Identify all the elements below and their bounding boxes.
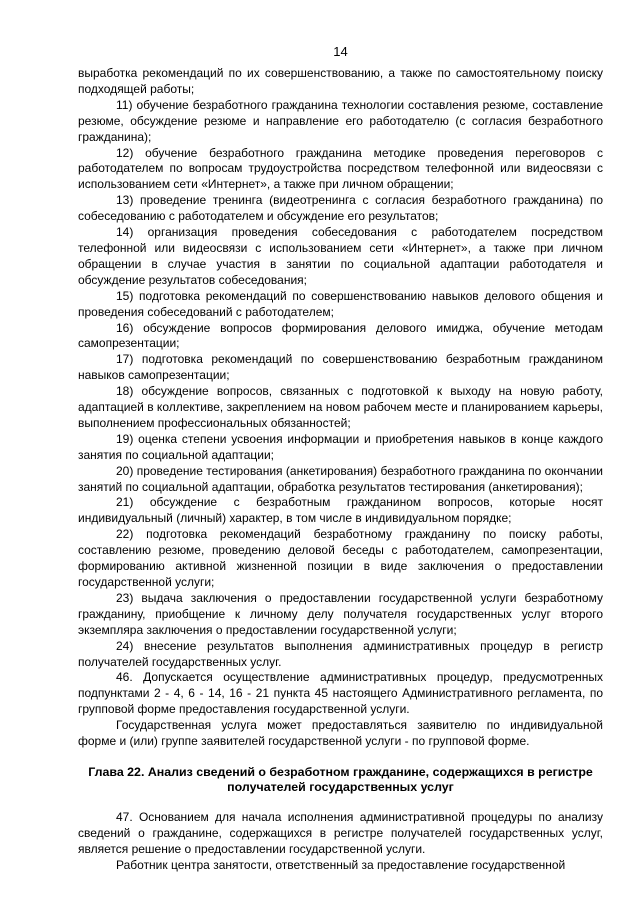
paragraph: 16) обсуждение вопросов формирования делового имиджа, обучение методам самопрезентации; [78, 320, 603, 351]
paragraph: 13) проведение тренинга (видеотренинга с согласия безработного гражданина) по собеседованию с работодателем и обсуждение его результатов; [78, 193, 603, 224]
paragraph: 24) внесение результатов выполнения административных процедур в регистр получателей государственных услуг. [78, 638, 603, 669]
paragraph: 23) выдача заключения о предоставлении государственной услуги безработному гражданину, приобщение к личному делу получателя государственных услуг второго экземпляра заключения о предоставлении государственной услуги; [78, 590, 603, 637]
chapter-heading: Глава 22. Анализ сведений о безработном гражданине, содержащихся в регистре получателей государственных услуг [88, 764, 593, 795]
paragraph: выработка рекомендаций по их совершенствованию, а также по самостоятельному поиску подходящей работы; [78, 66, 603, 96]
paragraph: 47. Основанием для начала исполнения административной процедуры по анализу сведений о гражданине, содержащихся в регистре получателей государственных услуг, является решение о предоставлении государственной услуги. [78, 809, 603, 856]
body-text-after [78, 810, 603, 874]
paragraph: 20) проведение тестирования (анкетирования) безработного гражданина по окончании занятий по социальной адаптации, обработка результатов тестирования (анкетирования); [78, 463, 603, 494]
paragraph: 11) обучение безработного гражданина технологии составления резюме, составление резюме, обсуждение резюме и направление его работодателю (с согласия безработного гражданина); [78, 97, 603, 144]
paragraph: 18) обсуждение вопросов, связанных с подготовкой к выходу на новую работу, адаптацией в коллективе, закреплением на новом рабочем месте и планированием карьеры, выполнением профессиональных обязанностей; [78, 384, 603, 430]
paragraph: 22) подготовка рекомендаций безработному гражданину по поиску работы, составлению резюме, проведению деловой беседы с работодателем, самопрезентации, формированию активной жизненной позиции в виде заключения о предоставлении государственной услуги; [78, 527, 603, 589]
paragraph: 17) подготовка рекомендаций по совершенствованию безработным гражданином навыков самопрезентации; [78, 352, 603, 383]
paragraph: Государственная услуга может предоставляться заявителю по индивидуальной форме и (или) группе заявителей государственной услуги - по групповой форме. [78, 718, 603, 749]
page-number: 14 [333, 44, 348, 59]
paragraph: 14) организация проведения собеседования с работодателем посредством телефонной или видеосвязи с использованием сети «Интернет», а также при личном обращении в случае участия в занятии по социальной адаптации работодателя и обсуждение результатов собеседования; [78, 225, 603, 287]
paragraph: 19) оценка степени усвоения информации и приобретения навыков в конце каждого занятия по социальной адаптации; [78, 431, 603, 462]
paragraph: 21) обсуждение с безработным гражданином вопросов, которые носят индивидуальный (личный) характер, в том числе в индивидуальном порядке; [78, 495, 603, 526]
paragraph: 12) обучение безработного гражданина методике проведения переговоров с работодателем по вопросам трудоустройства посредством телефонной или видеосвязи с использованием сети «Интернет», а также при личном обращении; [78, 145, 603, 192]
paragraph: 46. Допускается осуществление административных процедур, предусмотренных подпунктами 2 - 4, 6 - 14, 16 - 21 пункта 45 настоящего Административного регламента, по групповой форме предоставления государственной услуги. [78, 670, 603, 717]
paragraph: 15) подготовка рекомендаций по совершенствованию навыков делового общения и проведения собеседований с работодателем; [78, 288, 603, 319]
body-text-before [78, 66, 603, 750]
paragraph: Работник центра занятости, ответственный за предоставление государственной [116, 857, 566, 872]
